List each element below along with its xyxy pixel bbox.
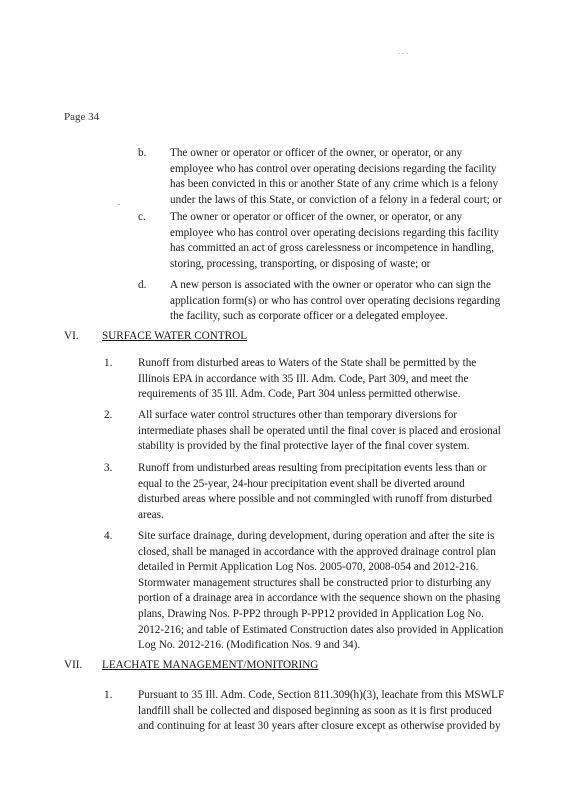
text-line: Stormwater management structures shall be constructed prior to disturbing any — [138, 576, 492, 589]
item-text — [138, 461, 518, 523]
text-line: portion of a drainage area in accordance with the sequence shown on the phasing — [138, 592, 501, 605]
text-line: plans, Drawing Nos. P-PP2 through P-PP12 provided in Application Log No. — [138, 607, 484, 620]
sub-item-letter: c. — [138, 211, 146, 223]
text-line: has been convicted in this or another State of any crime which is a felony — [170, 178, 499, 191]
text-line: The owner or operator or officer of the owner, or operator, or any — [170, 147, 463, 159]
text-line: Log No. 2012-216. (Modification Nos. 9 and 34). — [138, 639, 361, 652]
text-line: areas. — [138, 508, 164, 521]
text-line: The owner or operator or officer of the owner, or operator, or any — [170, 211, 463, 223]
sub-item-text — [170, 146, 515, 208]
section-title: LEACHATE MANAGEMENT/MONITORING — [102, 659, 319, 671]
sub-item-letter: b. — [138, 147, 147, 159]
text-line: equal to the 25-year, 24-hour precipitation event shall be diverted around — [138, 477, 465, 490]
sub-item-letter: d. — [138, 279, 147, 291]
text-line: under the laws of this State, or conviction of a felony in a federal court; or — [170, 193, 502, 206]
text-line: Runoff from undisturbed areas resulting from precipitation events less than or — [138, 462, 487, 474]
text-line: Runoff from disturbed areas to Waters of the State shall be permitted by the — [138, 357, 477, 369]
text-line: All surface water control structures other than temporary diversions for — [138, 409, 458, 421]
text-line: has committed an act of gross carelessness or incompetence in handling, — [170, 242, 495, 255]
item-number: 1. — [104, 689, 113, 701]
text-line: intermediate phases shall be operated until the final cover is placed and erosional — [138, 424, 501, 437]
text-line: landfill shall be collected and disposed beginning as soon as it is first produced — [138, 704, 492, 717]
text-line: Site surface drainage, during development, during operation and after the site is — [138, 530, 495, 542]
text-line: detailed in Permit Application Log Nos. 2005-070, 2008-054 and 2012-216. — [138, 561, 479, 574]
text-line: closed, shall be managed in accordance with the approved drainage control plan — [138, 545, 496, 558]
text-line: employee who has control over operating decisions regarding this facility — [170, 226, 500, 239]
text-line: and continuing for at least 30 years after closure except as otherwise provided by — [138, 720, 501, 733]
text-line: disturbed areas where possible and not commingled with runoff from disturbed — [138, 493, 492, 506]
section-number: VI. — [64, 330, 79, 342]
text-line: A new person is associated with the owner or operator who can sign the — [170, 279, 491, 291]
text-line: application form(s) or who has control over operating decisions regarding — [170, 294, 501, 307]
sub-item-text — [170, 210, 515, 272]
text-line: stability is provided by the final protective layer of the final cover system. — [138, 440, 470, 453]
item-number: 4. — [104, 530, 113, 542]
item-text — [138, 529, 518, 654]
page-top-mark: ... — [398, 47, 410, 56]
text-line: storing, processing, transporting, or disposing of waste; or — [170, 257, 431, 270]
section-number: VII. — [64, 659, 83, 671]
item-number: 3. — [104, 462, 113, 474]
section-title: SURFACE WATER CONTROL — [102, 330, 248, 342]
sub-item-text — [170, 278, 515, 325]
text-line: Illinois EPA in accordance with 35 Ill. Adm. Code, Part 309, and meet the — [138, 372, 469, 385]
page-number-label: Page 34 — [64, 111, 100, 123]
text-line: Pursuant to 35 Ill. Adm. Code, Section 811.309(h)(3), leachate from this MSWLF — [138, 689, 505, 701]
stray-mark: . — [118, 197, 121, 207]
text-line: the facility, such as corporate officer or a delegated employee. — [170, 310, 448, 323]
text-line: 2012-216; and table of Estimated Construction dates also provided in Application — [138, 623, 504, 636]
item-text — [138, 356, 518, 403]
item-text — [138, 408, 518, 455]
item-number: 1. — [104, 357, 113, 369]
text-line: employee who has control over operating decisions regarding the facility — [170, 162, 497, 175]
item-text — [138, 688, 518, 735]
text-line: requirements of 35 Ill. Adm. Code, Part 304 unless permitted otherwise. — [138, 388, 461, 401]
item-number: 2. — [104, 409, 113, 421]
